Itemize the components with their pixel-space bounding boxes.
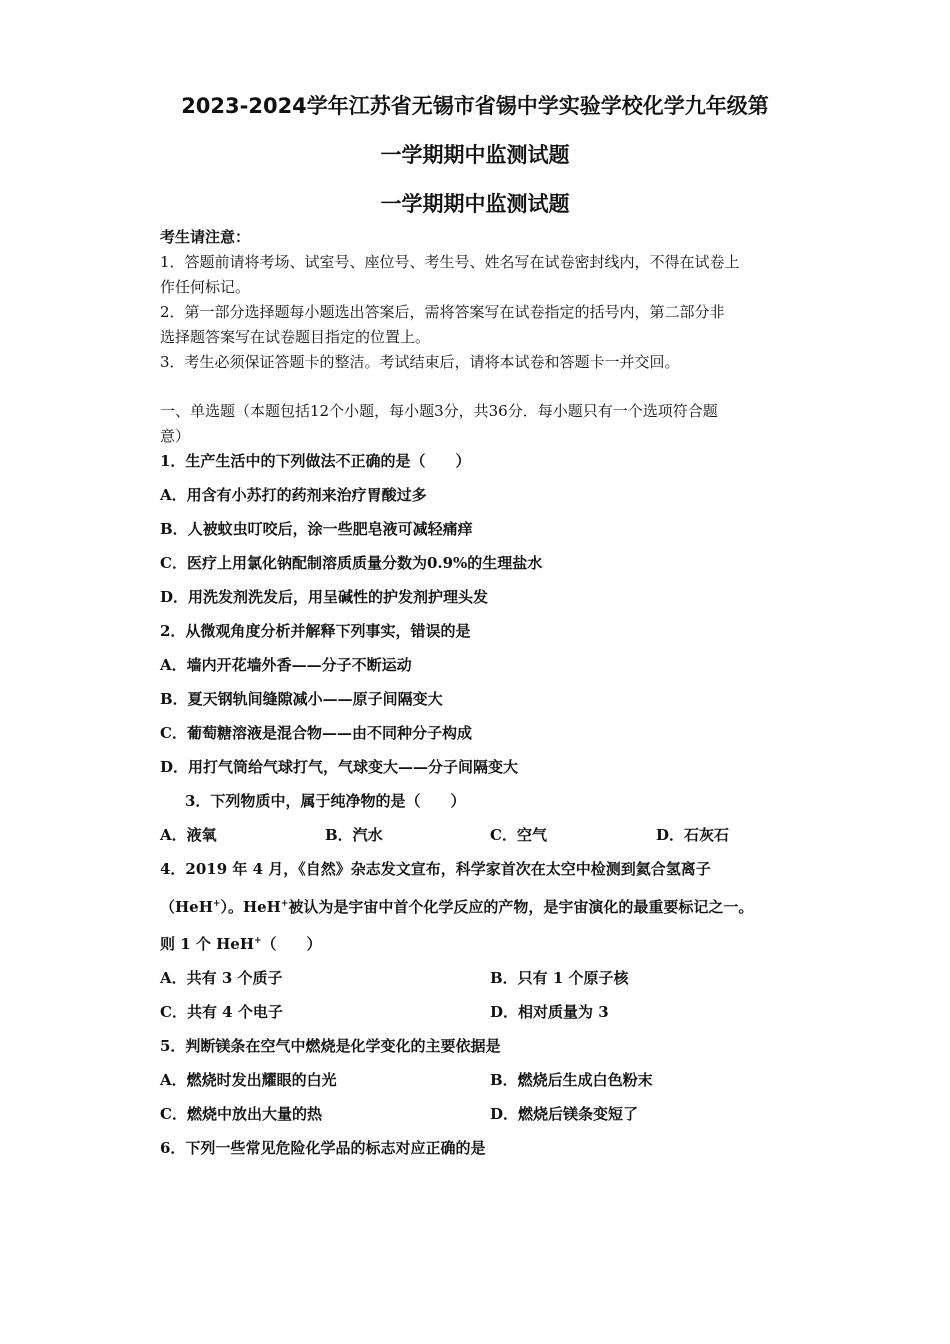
q6-stem: 6．下列一些常见危险化学品的标志对应正确的是 <box>160 1139 486 1157</box>
exam-title-line3: 一学期期中监测试题 <box>380 192 570 216</box>
q2-option-a: A．墙内开花墙外香——分子不断运动 <box>160 656 412 674</box>
notice-item-2: 2．第一部分选择题每小题选出答案后，需将答案写在试卷指定的括号内，第二部分非 <box>160 303 725 321</box>
q1-option-c: C．医疗上用氯化钠配制溶质质量分数为0.9%的生理盐水 <box>160 554 543 572</box>
q4-option-c: C．共有 4 个电子 <box>160 1003 283 1021</box>
q3-stem: 3．下列物质中，属于纯净物的是（ ） <box>185 792 466 810</box>
exam-title-line1: 2023-2024学年江苏省无锡市省锡中学实验学校化学九年级第 <box>181 94 769 118</box>
q1-option-b: B．人被蚊虫叮咬后，涂一些肥皂液可减轻痛痒 <box>160 520 473 538</box>
notice-item-1: 1．答题前请将考场、试室号、座位号、考生号、姓名写在试卷密封线内，不得在试卷上 <box>160 253 740 271</box>
q3-option-b: B．汽水 <box>325 826 383 844</box>
q4-option-b: B．只有 1 个原子核 <box>490 969 629 987</box>
q3-option-d: D．石灰石 <box>656 826 730 844</box>
notice-heading: 考生请注意： <box>160 228 251 246</box>
q2-option-b: B．夏天钢轨间缝隙减小——原子间隔变大 <box>160 690 443 708</box>
q5-option-b: B．燃烧后生成白色粉末 <box>490 1071 653 1089</box>
q4-stem-line2: （HeH+）。HeH+被认为是宇宙中首个化学反应的产物，是宇宙演化的最重要标记之一。 <box>160 898 754 916</box>
q5-option-c: C．燃烧中放出大量的热 <box>160 1105 322 1123</box>
q4-option-a: A．共有 3 个质子 <box>160 969 283 987</box>
q2-option-c: C．葡萄糖溶液是混合物——由不同种分子构成 <box>160 724 472 742</box>
q1-option-a: A．用含有小苏打的药剂来治疗胃酸过多 <box>160 486 427 504</box>
q3-option-c: C．空气 <box>490 826 547 844</box>
q2-stem: 2．从微观角度分析并解释下列事实，错误的是 <box>160 622 471 640</box>
notice-item-1-cont: 作任何标记。 <box>160 278 251 296</box>
q3-option-a: A．液氧 <box>160 826 217 844</box>
notice-item-3: 3．考生必须保证答题卡的整洁。考试结束后，请将本试卷和答题卡一并交回。 <box>160 353 680 371</box>
q5-stem: 5．判断镁条在空气中燃烧是化学变化的主要依据是 <box>160 1037 501 1055</box>
notice-item-2-cont: 选择题答案写在试卷题目指定的位置上。 <box>160 328 431 346</box>
section1-heading: 一、单选题（本题包括12个小题，每小题3分，共36分．每小题只有一个选项符合题 <box>160 402 718 420</box>
q1-option-d: D．用洗发剂洗发后，用呈碱性的护发剂护理头发 <box>160 588 489 606</box>
q4-stem-line3: 则 1 个 HeH+（ ） <box>160 935 322 953</box>
q4-stem-line1: 4．2019 年 4 月，《自然》杂志发文宣布，科学家首次在太空中检测到氦合氢离子 <box>160 860 711 878</box>
q1-stem: 1．生产生活中的下列做法不正确的是（ ） <box>160 452 471 470</box>
section1-heading-cont: 意） <box>160 427 191 445</box>
exam-title-line2: 一学期期中监测试题 <box>380 143 570 167</box>
q2-option-d: D．用打气筒给气球打气，气球变大——分子间隔变大 <box>160 758 519 776</box>
q5-option-d: D．燃烧后镁条变短了 <box>490 1105 639 1123</box>
q5-option-a: A．燃烧时发出耀眼的白光 <box>160 1071 337 1089</box>
q4-option-d: D．相对质量为 3 <box>490 1003 609 1021</box>
